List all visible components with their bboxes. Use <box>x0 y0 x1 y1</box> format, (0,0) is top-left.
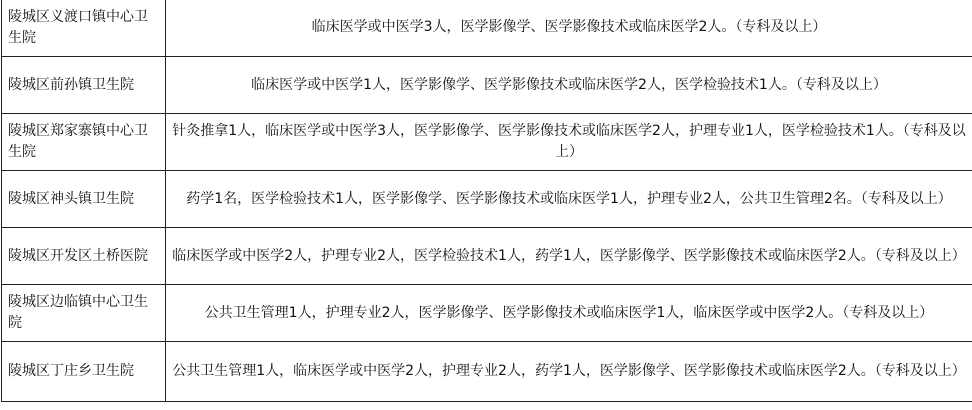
table-row <box>2 228 972 285</box>
hospital-name-cell: 陵城区义渡口镇中心卫生院 <box>2 0 166 57</box>
hospital-name-cell: 陵城区边临镇中心卫生院 <box>2 285 166 342</box>
table-row <box>2 0 972 57</box>
requirement-cell: 临床医学或中医学2人，护理专业2人，医学检验技术1人，药学1人，医学影像学、医学影像技术或临床医学2人。（专科及以上） <box>166 228 972 285</box>
requirement-cell: 临床医学或中医学3人，医学影像学、医学影像技术或临床医学2人。（专科及以上） <box>166 0 972 57</box>
requirement-cell: 药学1名，医学检验技术1人，医学影像学、医学影像技术或临床医学1人，护理专业2人，公共卫生管理2名。（专科及以上） <box>166 171 972 228</box>
table-row <box>2 114 972 171</box>
hospital-name-cell: 陵城区郑家寨镇中心卫生院 <box>2 114 166 171</box>
requirement-cell: 针灸推拿1人，临床医学或中医学3人，医学影像学、医学影像技术或临床医学2人，护理专业1人，医学检验技术1人。（专科及以上） <box>166 114 972 171</box>
requirement-cell: 公共卫生管理1人，临床医学或中医学2人，护理专业2人，药学1人，医学影像学、医学影像技术或临床医学2人。（专科及以上） <box>166 342 972 402</box>
table-row <box>2 57 972 114</box>
table-row <box>2 171 972 228</box>
hospital-name-cell: 陵城区开发区土桥医院 <box>2 228 166 285</box>
requirement-cell: 公共卫生管理1人，护理专业2人，医学影像学、医学影像技术或临床医学1人，临床医学或中医学2人。（专科及以上） <box>166 285 972 342</box>
hospital-name-cell: 陵城区神头镇卫生院 <box>2 171 166 228</box>
hospital-name-cell: 陵城区前孙镇卫生院 <box>2 57 166 114</box>
recruitment-table <box>1 0 972 402</box>
hospital-name-cell: 陵城区丁庄乡卫生院 <box>2 342 166 402</box>
table-row <box>2 285 972 342</box>
table-row <box>2 342 972 402</box>
requirement-cell: 临床医学或中医学1人，医学影像学、医学影像技术或临床医学2人，医学检验技术1人。（专科及以上） <box>166 57 972 114</box>
